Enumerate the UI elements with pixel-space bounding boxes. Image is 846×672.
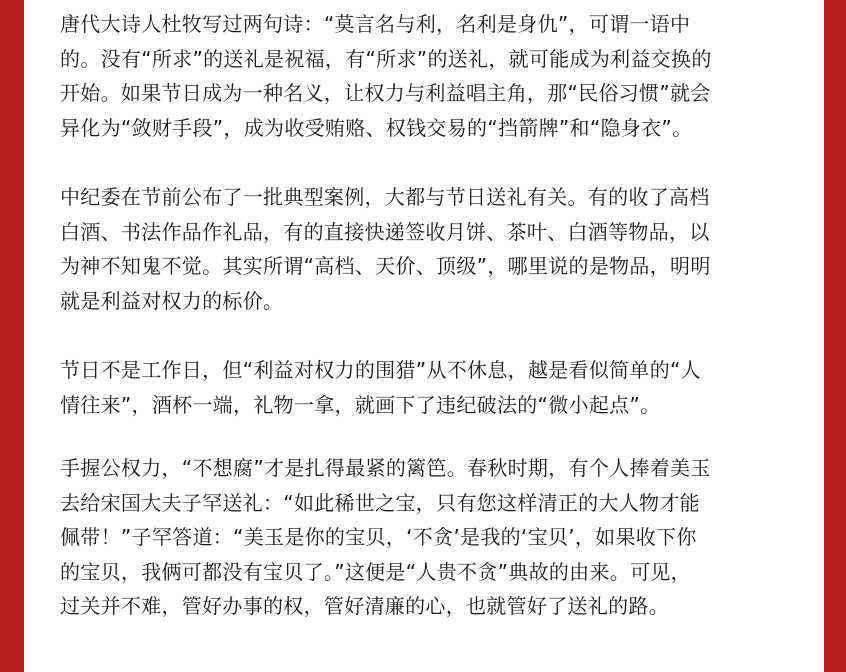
paragraph-line: 开始。如果节日成为一种名义，让权力与利益唱主角，那“民俗习惯”就会 <box>60 81 711 105</box>
paragraph-line: 节日不是工作日，但“利益对权力的围猎”从不休息，越是看似简单的“人 <box>60 358 701 382</box>
paragraph-line: 情往来”，酒杯一端，礼物一拿，就画下了违纪破法的“微小起点”。 <box>60 392 661 417</box>
paragraph-line: 白酒、书法作品作礼品，有的直接快递签收月饼、茶叶、白酒等物品，以 <box>60 219 710 244</box>
paragraph-line: 异化为“敛财手段”，成为收受贿赂、权钱交易的“挡箭牌”和“隐身衣”。 <box>60 115 693 140</box>
paragraph-line: 唐代大诗人杜牧写过两句诗：“莫言名与利，名利是身仇”，可谓一语中 <box>60 12 691 36</box>
paragraph-line: 过关并不难，管好办事的权，管好清廉的心，也就管好了送礼的路。 <box>60 594 669 618</box>
right-red-border <box>824 0 846 672</box>
paragraph-1 <box>60 7 810 145</box>
paragraph-line: 佩带！”子罕答道：“美玉是你的宝贝，‘不贪’是我的‘宝贝’，如果收下你 <box>60 525 697 549</box>
paragraph-line: 的宝贝，我俩可都没有宝贝了。”这便是“人贵不贪”典故的由来。可见， <box>60 559 691 584</box>
paragraph-line: 就是利益对权力的标价。 <box>60 288 284 313</box>
paragraph-line: 去给宋国大夫子罕送礼：“如此稀世之宝，只有您这样清正的大人物才能 <box>60 490 700 515</box>
paragraph-line: 的。没有“所求”的送礼是祝福，有“所求”的送礼，就可能成为利益交换的 <box>60 46 712 71</box>
paragraph-line: 为神不知鬼不觉。其实所谓“高档、天价、顶级”，哪里说的是物品，明明 <box>60 254 711 278</box>
left-red-border <box>0 0 24 672</box>
paragraph-4 <box>60 451 810 624</box>
paragraph-3 <box>60 353 810 422</box>
paragraph-2 <box>60 180 810 318</box>
article-body <box>24 0 824 672</box>
paragraph-line: 手握公权力，“不想腐”才是扎得最紧的篱笆。春秋时期，有个人捧着美玉 <box>60 456 711 480</box>
paragraph-line: 中纪委在节前公布了一批典型案例，大都与节日送礼有关。有的收了高档 <box>60 185 710 209</box>
